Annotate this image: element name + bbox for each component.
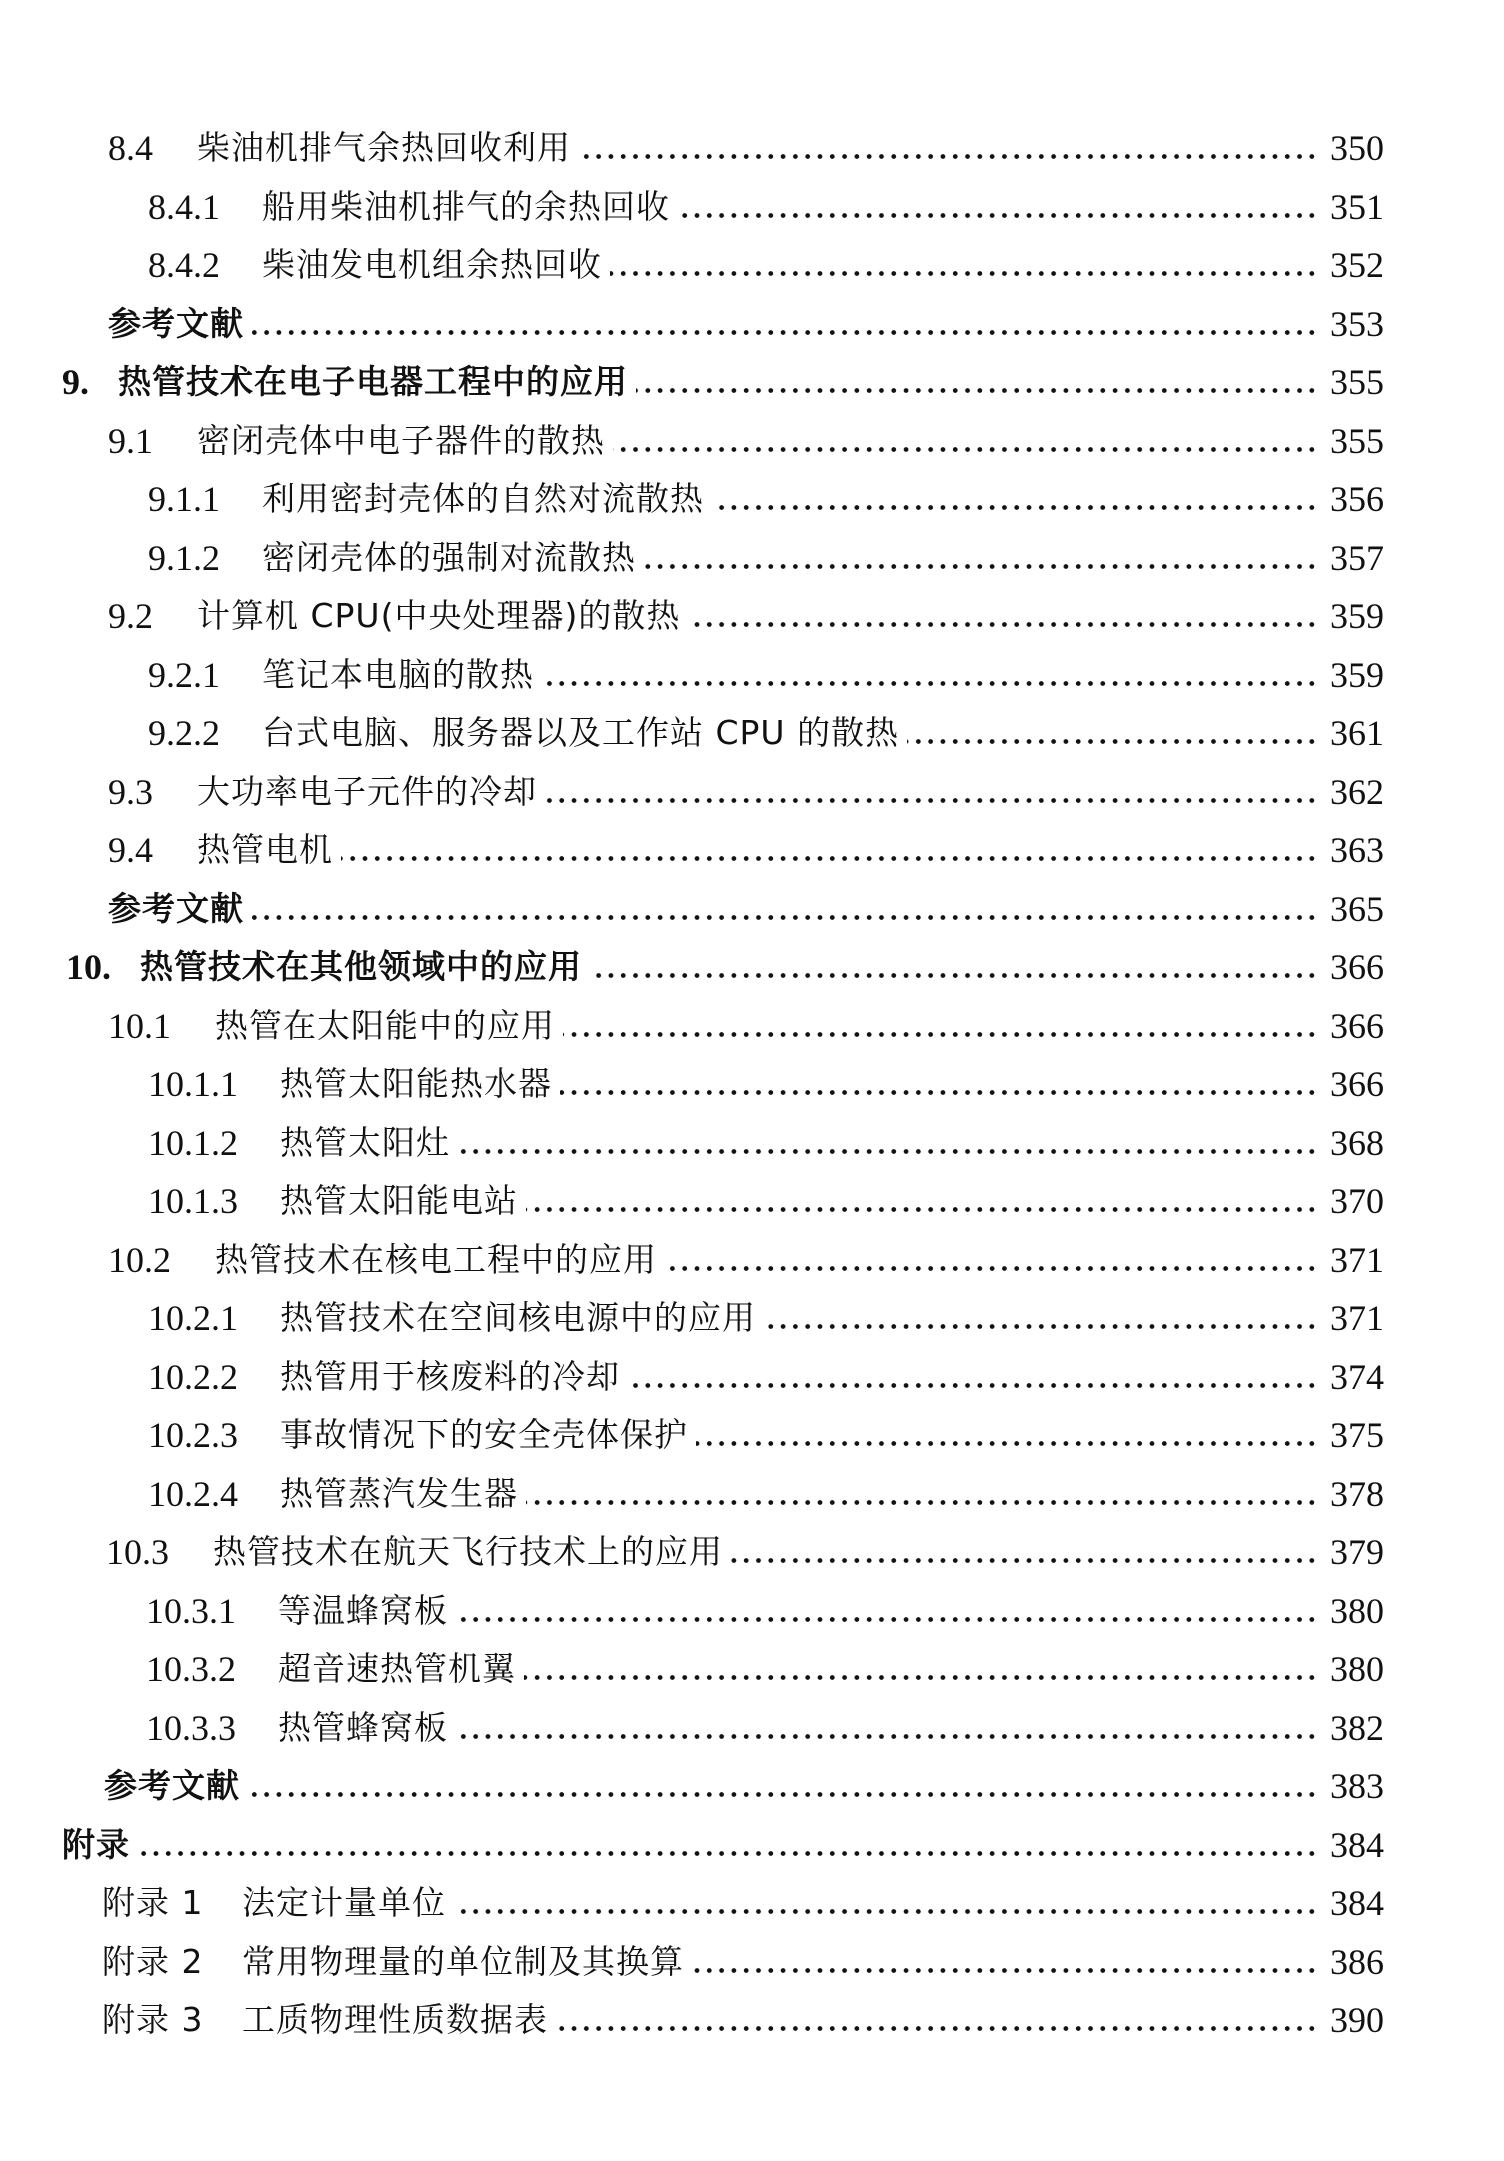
toc-entry[interactable] xyxy=(0,1877,1504,1929)
toc-entry[interactable] xyxy=(0,298,1504,350)
dot-leader xyxy=(764,1324,1318,1329)
toc-entry-number: 10.2 xyxy=(108,1240,171,1280)
dot-leader xyxy=(138,1851,1318,1856)
toc-entry-title: 附录 xyxy=(62,1825,130,1864)
dot-leader xyxy=(696,1441,1318,1446)
toc-entry-number: 10.2.2 xyxy=(148,1357,238,1397)
toc-entry[interactable] xyxy=(0,883,1504,935)
toc-entry-title: 等温蜂窝板 xyxy=(278,1591,448,1630)
toc-entry-number: 10.2.3 xyxy=(148,1415,238,1455)
toc-entry[interactable] xyxy=(0,1175,1504,1227)
dot-leader xyxy=(454,1909,1318,1914)
toc-entry[interactable] xyxy=(0,1760,1504,1812)
toc-entry-page-number: 361 xyxy=(1330,713,1384,753)
toc-entry-number: 10.1.3 xyxy=(148,1181,238,1221)
dot-leader xyxy=(678,213,1318,218)
toc-entry-number: 9.2.1 xyxy=(148,655,220,695)
toc-entry-title: 台式电脑、服务器以及工作站 CPU 的散热 xyxy=(262,713,900,752)
toc-entry-number: 10.1.1 xyxy=(148,1064,238,1104)
toc-entry-title: 热管太阳灶 xyxy=(280,1123,450,1162)
dot-leader xyxy=(731,1558,1318,1563)
toc-entry-page-number: 390 xyxy=(1330,2000,1384,2040)
dot-leader xyxy=(644,564,1318,569)
toc-entry[interactable] xyxy=(0,1058,1504,1110)
toc-entry-number: 10.3 xyxy=(106,1532,169,1572)
toc-entry-number: 10.3.2 xyxy=(146,1649,236,1689)
toc-entry[interactable] xyxy=(0,824,1504,876)
toc-entry-page-number: 380 xyxy=(1330,1649,1384,1689)
toc-entry-page-number: 379 xyxy=(1330,1532,1384,1572)
toc-entry-page-number: 375 xyxy=(1330,1415,1384,1455)
toc-entry-title: 柴油机排气余热回收利用 xyxy=(197,128,571,167)
dot-leader xyxy=(248,1792,1318,1797)
dot-leader xyxy=(636,388,1318,393)
toc-entry-page-number: 366 xyxy=(1330,1006,1384,1046)
toc-entry-page-number: 363 xyxy=(1330,830,1384,870)
toc-entry-number: 10.3.1 xyxy=(146,1591,236,1631)
toc-entry[interactable] xyxy=(0,590,1504,642)
dot-leader xyxy=(628,1383,1318,1388)
toc-entry-number: 9.3 xyxy=(108,772,153,812)
dot-leader xyxy=(579,154,1318,159)
toc-entry-number: 10. xyxy=(66,947,111,987)
toc-entry-page-number: 365 xyxy=(1330,889,1384,929)
dot-leader xyxy=(665,1266,1318,1271)
toc-entry-number: 附录 2 xyxy=(102,1942,204,1981)
toc-entry-page-number: 383 xyxy=(1330,1766,1384,1806)
toc-entry[interactable] xyxy=(0,532,1504,584)
dot-leader xyxy=(560,1090,1318,1095)
dot-leader xyxy=(524,1675,1318,1680)
toc-entry-page-number: 384 xyxy=(1330,1883,1384,1923)
toc-entry[interactable] xyxy=(0,1351,1504,1403)
toc-entry[interactable] xyxy=(0,707,1504,759)
dot-leader xyxy=(526,1500,1318,1505)
toc-entry-number: 8.4 xyxy=(108,128,153,168)
toc-entry[interactable] xyxy=(0,1819,1504,1871)
dot-leader xyxy=(252,915,1318,920)
toc-entry-page-number: 355 xyxy=(1330,362,1384,402)
toc-entry-title: 热管电机 xyxy=(197,830,333,869)
toc-entry-title: 参考文献 xyxy=(108,304,244,343)
toc-entry[interactable] xyxy=(0,766,1504,818)
toc-entry-page-number: 355 xyxy=(1330,421,1384,461)
toc-entry[interactable] xyxy=(0,1117,1504,1169)
dot-leader xyxy=(688,622,1318,627)
dot-leader xyxy=(341,856,1318,861)
dot-leader xyxy=(252,330,1318,335)
toc-entry-title: 密闭壳体的强制对流散热 xyxy=(262,538,636,577)
toc-entry[interactable] xyxy=(0,415,1504,467)
toc-entry-number: 9.2.2 xyxy=(148,713,220,753)
toc-entry[interactable] xyxy=(0,1643,1504,1695)
toc-entry-title: 柴油发电机组余热回收 xyxy=(262,245,602,284)
toc-entry-page-number: 370 xyxy=(1330,1181,1384,1221)
toc-entry-number: 10.1.2 xyxy=(148,1123,238,1163)
toc-entry-number: 10.1 xyxy=(108,1006,171,1046)
dot-leader xyxy=(613,447,1318,452)
toc-entry-title: 热管技术在其他领域中的应用 xyxy=(140,947,582,986)
dot-leader xyxy=(456,1734,1318,1739)
toc-entry[interactable] xyxy=(0,122,1504,174)
dot-leader xyxy=(556,2026,1318,2031)
toc-entry-page-number: 359 xyxy=(1330,596,1384,636)
toc-entry-number: 8.4.1 xyxy=(148,187,220,227)
toc-entry-title: 大功率电子元件的冷却 xyxy=(197,772,537,811)
toc-entry-title: 常用物理量的单位制及其换算 xyxy=(242,1942,684,1981)
toc-entry-page-number: 359 xyxy=(1330,655,1384,695)
toc-entry-number: 10.2.1 xyxy=(148,1298,238,1338)
dot-leader xyxy=(458,1149,1318,1154)
toc-entry-page-number: 356 xyxy=(1330,479,1384,519)
dot-leader xyxy=(610,271,1318,276)
toc-entry-page-number: 357 xyxy=(1330,538,1384,578)
toc-entry[interactable] xyxy=(0,1000,1504,1052)
dot-leader xyxy=(692,1968,1318,1973)
toc-entry-number: 9. xyxy=(62,362,89,402)
toc-entry-title: 笔记本电脑的散热 xyxy=(262,655,534,694)
toc-entry[interactable] xyxy=(0,239,1504,291)
toc-entry-page-number: 350 xyxy=(1330,128,1384,168)
toc-entry-title: 事故情况下的安全壳体保护 xyxy=(280,1415,688,1454)
toc-entry-title: 参考文献 xyxy=(108,889,244,928)
toc-entry-page-number: 382 xyxy=(1330,1708,1384,1748)
toc-entry-page-number: 378 xyxy=(1330,1474,1384,1514)
dot-leader xyxy=(545,798,1318,803)
toc-entry-number: 9.1.2 xyxy=(148,538,220,578)
toc-entry[interactable] xyxy=(0,1994,1504,2046)
toc-entry-title: 热管用于核废料的冷却 xyxy=(280,1357,620,1396)
toc-entry-title: 计算机 CPU(中央处理器)的散热 xyxy=(197,596,681,635)
toc-entry-page-number: 353 xyxy=(1330,304,1384,344)
toc-entry-page-number: 384 xyxy=(1330,1825,1384,1865)
toc-entry-title: 船用柴油机排气的余热回收 xyxy=(262,187,670,226)
toc-entry-title: 热管蒸汽发生器 xyxy=(280,1474,518,1513)
toc-entry-page-number: 374 xyxy=(1330,1357,1384,1397)
toc-entry-page-number: 352 xyxy=(1330,245,1384,285)
toc-entry[interactable] xyxy=(0,1702,1504,1754)
toc-entry-page-number: 366 xyxy=(1330,947,1384,987)
toc-entry-number: 附录 3 xyxy=(102,2000,204,2039)
toc-entry-number: 9.2 xyxy=(108,596,153,636)
toc-entry-page-number: 371 xyxy=(1330,1298,1384,1338)
toc-entry-title: 热管太阳能热水器 xyxy=(280,1064,552,1103)
toc-entry[interactable] xyxy=(0,1585,1504,1637)
toc-entry-title: 热管技术在电子电器工程中的应用 xyxy=(118,362,628,401)
toc-entry-title: 法定计量单位 xyxy=(242,1883,446,1922)
dot-leader xyxy=(563,1032,1318,1037)
toc-entry-number: 9.1 xyxy=(108,421,153,461)
toc-entry[interactable] xyxy=(0,1936,1504,1988)
toc-entry-page-number: 386 xyxy=(1330,1942,1384,1982)
dot-leader xyxy=(712,505,1318,510)
toc-entry-title: 热管蜂窝板 xyxy=(278,1708,448,1747)
dot-leader xyxy=(456,1617,1318,1622)
toc-entry[interactable] xyxy=(0,356,1504,408)
toc-entry-title: 超音速热管机翼 xyxy=(278,1649,516,1688)
toc-entry[interactable] xyxy=(0,941,1504,993)
toc-entry[interactable] xyxy=(0,649,1504,701)
toc-entry-page-number: 380 xyxy=(1330,1591,1384,1631)
toc-entry-title: 利用密封壳体的自然对流散热 xyxy=(262,479,704,518)
toc-entry-page-number: 371 xyxy=(1330,1240,1384,1280)
toc-entry[interactable] xyxy=(0,1468,1504,1520)
toc-entry-title: 热管技术在核电工程中的应用 xyxy=(215,1240,657,1279)
toc-entry-number: 10.2.4 xyxy=(148,1474,238,1514)
toc-entry-page-number: 368 xyxy=(1330,1123,1384,1163)
dot-leader xyxy=(907,739,1318,744)
toc-entry-page-number: 366 xyxy=(1330,1064,1384,1104)
toc-entry-number: 9.4 xyxy=(108,830,153,870)
toc-entry-number: 附录 1 xyxy=(102,1883,204,1922)
toc-entry-title: 热管技术在航天飞行技术上的应用 xyxy=(213,1532,723,1571)
toc-entry-number: 10.3.3 xyxy=(146,1708,236,1748)
toc-entry[interactable] xyxy=(0,1526,1504,1578)
toc-entry[interactable] xyxy=(0,1292,1504,1344)
toc-entry-number: 9.1.1 xyxy=(148,479,220,519)
toc-entry-number: 8.4.2 xyxy=(148,245,220,285)
toc-entry[interactable] xyxy=(0,181,1504,233)
toc-entry-page-number: 351 xyxy=(1330,187,1384,227)
toc-entry-title: 热管太阳能电站 xyxy=(280,1181,518,1220)
toc-entry-title: 密闭壳体中电子器件的散热 xyxy=(197,421,605,460)
toc-entry[interactable] xyxy=(0,1234,1504,1286)
toc-entry-page-number: 362 xyxy=(1330,772,1384,812)
toc-entry-title: 热管技术在空间核电源中的应用 xyxy=(280,1298,756,1337)
dot-leader xyxy=(526,1207,1318,1212)
dot-leader xyxy=(590,973,1318,978)
toc-entry-title: 参考文献 xyxy=(104,1766,240,1805)
dot-leader xyxy=(542,681,1318,686)
toc-entry[interactable] xyxy=(0,473,1504,525)
toc-entry-title: 热管在太阳能中的应用 xyxy=(215,1006,555,1045)
toc-entry-title: 工质物理性质数据表 xyxy=(242,2000,548,2039)
toc-entry[interactable] xyxy=(0,1409,1504,1461)
